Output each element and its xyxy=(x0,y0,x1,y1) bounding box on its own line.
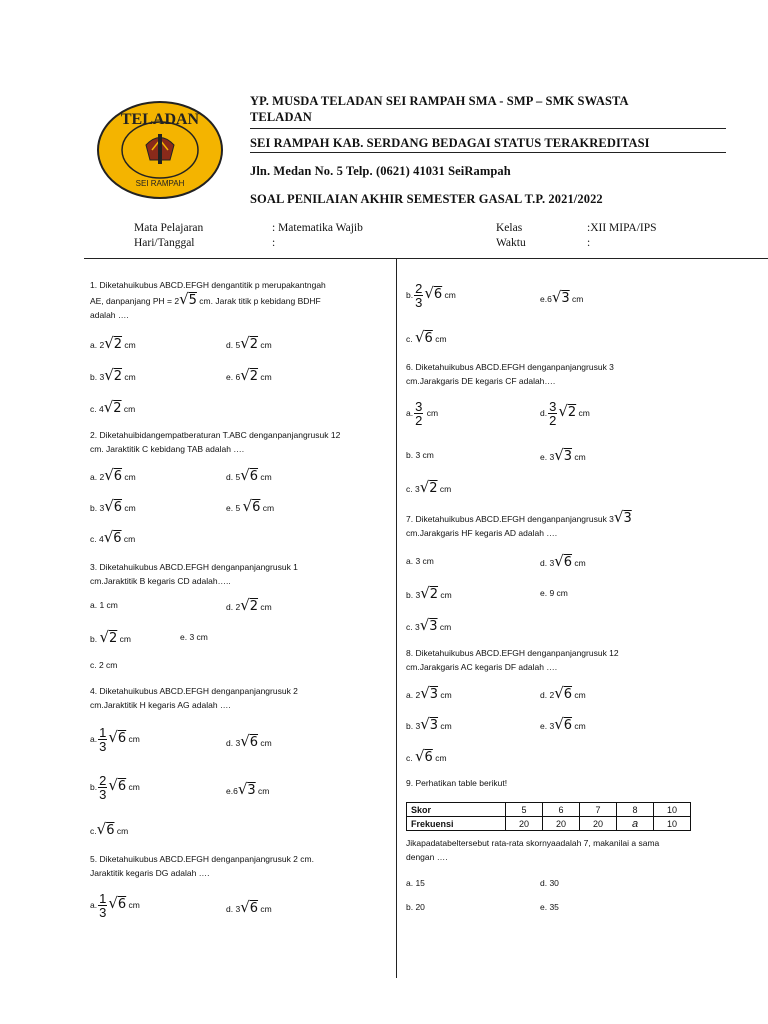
header-line3: Jln. Medan No. 5 Telp. (0621) 41031 SeiRampah xyxy=(250,164,511,178)
q6-option-a[interactable]: a. $\frac{3}{2}$ cm xyxy=(406,399,439,428)
question-8: 8. Diketahuikubus ABCD.EFGH denganpanjangrusuk 12 cm.Jarakgaris AC kegaris DF adalah …. xyxy=(406,648,619,672)
header-rule xyxy=(250,152,726,153)
question-3: 3. Diketahuikubus ABCD.EFGH denganpanjangrusuk 1 cm.Jaraktitik B kegaris CD adalah….. xyxy=(90,562,298,586)
q6-option-e[interactable]: e. 3√3 cm xyxy=(540,446,586,464)
question-9: 9. Perhatikan table berikut! xyxy=(406,778,508,788)
question-2: 2. Diketahuibidangempatberaturan T.ABC denganpanjangrusuk 12 cm. Jaraktitik C kebidang TAB adalah …. xyxy=(90,430,341,454)
q2-option-d[interactable]: d. 5√6 cm xyxy=(226,466,272,484)
q7-option-b[interactable]: b. 3√2 cm xyxy=(406,584,452,602)
question-4: 4. Diketahuikubus ABCD.EFGH denganpanjangrusuk 2 cm.Jaraktitik H kegaris AG adalah …. xyxy=(90,686,298,710)
q3-option-b[interactable]: b. √2 cm xyxy=(90,628,131,646)
table-cell: 10 xyxy=(654,803,691,817)
table-row xyxy=(407,817,691,831)
question-5: 5. Diketahuikubus ABCD.EFGH denganpanjangrusuk 2 cm. Jaraktitik kegaris DG adalah …. xyxy=(90,854,314,878)
table-cell: 8 xyxy=(617,803,654,817)
table-cell: 10 xyxy=(654,817,691,831)
q3-option-c[interactable]: c. 2 cm xyxy=(90,660,118,670)
header-line4: SOAL PENILAIAN AKHIR SEMESTER GASAL T.P. 2021/2022 xyxy=(250,192,603,206)
table-cell: 6 xyxy=(543,803,580,817)
subject-value: : Matematika Wajib xyxy=(272,222,363,234)
date-label: Hari/Tanggal xyxy=(134,237,195,249)
table-cell: 20 xyxy=(543,817,580,831)
q7-option-a[interactable]: a. 3 cm xyxy=(406,556,434,566)
section-rule xyxy=(84,258,768,259)
q1-option-b[interactable]: b. 3√2 cm xyxy=(90,366,136,384)
question-9-text: Jikapadatabeltersebut rata-rata skornyaadalah 7, makanilai a sama dengan …. xyxy=(406,838,660,862)
table-cell: 5 xyxy=(506,803,543,817)
q4-option-b[interactable]: b. $\frac{2}{3}$ √6 cm xyxy=(90,773,140,802)
table-cell: Skor xyxy=(407,803,506,817)
table-cell: 20 xyxy=(506,817,543,831)
q2-option-e[interactable]: e. 5 √6 cm xyxy=(226,497,275,515)
q2-option-a[interactable]: a. 2√6 cm xyxy=(90,466,136,484)
header-line2: SEI RAMPAH KAB. SERDANG BEDAGAI STATUS TERAKREDITASI xyxy=(250,136,650,150)
q4-option-e[interactable]: e.6√3 cm xyxy=(226,780,270,798)
q7-option-d[interactable]: d. 3√6 cm xyxy=(540,552,586,570)
header-line1b: TELADAN xyxy=(250,110,312,124)
table-cell: 7 xyxy=(580,803,617,817)
logo-text-bottom: SEI RAMPAH xyxy=(135,179,185,188)
header-line1: YP. MUSDA TELADAN SEI RAMPAH SMA - SMP – SMK SWASTA xyxy=(250,94,629,108)
q9-option-d[interactable]: d. 30 xyxy=(540,878,559,888)
q8-option-e[interactable]: e. 3√6 cm xyxy=(540,715,586,733)
q8-option-d[interactable]: d. 2√6 cm xyxy=(540,684,586,702)
q9-option-e[interactable]: e. 35 xyxy=(540,902,559,912)
question-6: 6. Diketahuikubus ABCD.EFGH denganpanjangrusuk 3 cm.Jarakgaris DE kegaris CF adalah…. xyxy=(406,362,614,386)
q3-option-a[interactable]: a. 1 cm xyxy=(90,600,118,610)
q2-option-c[interactable]: c. 4√6 cm xyxy=(90,528,136,546)
header-rule xyxy=(250,128,726,129)
q3-option-d[interactable]: d. 2√2 cm xyxy=(226,596,272,614)
class-label: Kelas xyxy=(496,222,523,234)
q6-option-c[interactable]: c. 3√2 cm xyxy=(406,478,452,496)
q6-option-d[interactable]: d. $\frac{3}{2}$ √2 cm xyxy=(540,399,590,428)
q9-option-a[interactable]: a. 15 xyxy=(406,878,425,888)
table-cell: 20 xyxy=(580,817,617,831)
q1-option-d[interactable]: d. 5√2 cm xyxy=(226,334,272,352)
question-7: 7. Diketahuikubus ABCD.EFGH denganpanjangrusuk 3√3 cm.Jarakgaris HF kegaris AD adalah …. xyxy=(406,508,632,538)
q1-option-c[interactable]: c. 4√2 cm xyxy=(90,398,136,416)
q3-option-e[interactable]: e. 3 cm xyxy=(180,632,208,642)
score-table xyxy=(406,802,691,831)
time-label: Waktu xyxy=(496,237,526,249)
table-row xyxy=(407,803,691,817)
school-logo xyxy=(96,100,224,200)
logo-text-top: TELADAN xyxy=(120,111,200,128)
q4-option-c[interactable]: c.√6 cm xyxy=(90,820,129,838)
q1-option-a[interactable]: a. 2√2 cm xyxy=(90,334,136,352)
q8-option-c[interactable]: c. √6 cm xyxy=(406,747,447,765)
question-1: 1. Diketahuikubus ABCD.EFGH dengantitik p merupakantngah AE, danpanjang PH = 2√5 cm. Jarak titik p kebidang BDHF adalah …. xyxy=(90,280,326,320)
q5-option-a[interactable]: a. $\frac{1}{3}$ √6 cm xyxy=(90,891,140,920)
class-value: :XII MIPA/IPS xyxy=(587,222,657,234)
subject-label: Mata Pelajaran xyxy=(134,222,204,234)
q4-option-d[interactable]: d. 3√6 cm xyxy=(226,732,272,750)
table-cell: a xyxy=(617,817,654,831)
q5-option-c[interactable]: c. √6 cm xyxy=(406,328,447,346)
q2-option-b[interactable]: b. 3√6 cm xyxy=(90,497,136,515)
q7-option-c[interactable]: c. 3√3 cm xyxy=(406,616,452,634)
column-divider xyxy=(396,258,397,978)
q4-option-a[interactable]: a. $\frac{1}{3}$ √6 cm xyxy=(90,725,140,754)
date-value: : xyxy=(272,237,276,249)
q5-option-d[interactable]: d. 3√6 cm xyxy=(226,898,272,916)
q1-option-e[interactable]: e. 6√2 cm xyxy=(226,366,272,384)
q5-option-b[interactable]: b. $\frac{2}{3}$ √6 cm xyxy=(406,281,456,310)
table-cell: Frekuensi xyxy=(407,817,506,831)
q6-option-b[interactable]: b. 3 cm xyxy=(406,450,434,460)
q8-option-a[interactable]: a. 2√3 cm xyxy=(406,684,452,702)
q5-option-e[interactable]: e.6√3 cm xyxy=(540,288,584,306)
time-value: : xyxy=(587,237,591,249)
q8-option-b[interactable]: b. 3√3 cm xyxy=(406,715,452,733)
q7-option-e[interactable]: e. 9 cm xyxy=(540,588,568,598)
q9-option-b[interactable]: b. 20 xyxy=(406,902,425,912)
